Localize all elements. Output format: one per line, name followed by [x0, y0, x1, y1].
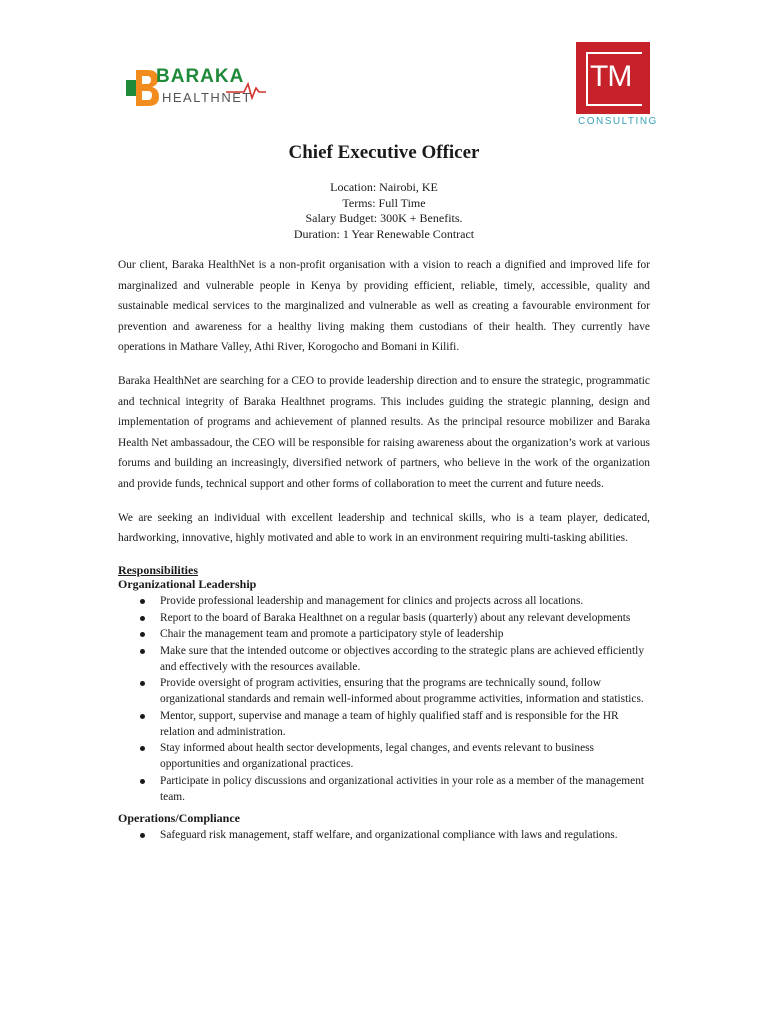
tm-consulting-logo	[574, 42, 658, 132]
operations-compliance-heading: Operations/Compliance	[118, 810, 240, 825]
tm-logo-box	[576, 42, 650, 114]
job-meta	[0, 180, 768, 242]
list-item	[118, 708, 650, 740]
list-item	[118, 740, 650, 772]
list-item-text: Safeguard risk management, staff welfare, and organizational compliance with laws and regulations.	[160, 828, 618, 841]
list-item-text: Mentor, support, supervise and manage a team of highly qualified staff and is responsible for the HR relation and administration.	[160, 709, 619, 738]
meta-salary: Salary Budget: 300K + Benefits.	[305, 211, 463, 225]
org-leadership-list	[118, 593, 650, 805]
bullet-icon	[140, 616, 145, 621]
bullet-icon	[140, 833, 145, 838]
meta-location: Location: Nairobi, KE	[330, 180, 438, 194]
document-body	[118, 255, 650, 849]
bullet-icon	[140, 599, 145, 604]
org-leadership-heading: Organizational Leadership	[118, 577, 257, 592]
list-item	[118, 610, 650, 626]
baraka-healthnet-logo	[126, 66, 266, 110]
meta-terms: Terms: Full Time	[342, 195, 426, 210]
meta-duration: Duration: 1 Year Renewable Contract	[293, 226, 475, 241]
list-item	[118, 626, 650, 642]
list-item-text: Participate in policy discussions and organizational activities in your role as a member of the management team.	[160, 774, 645, 803]
document-title: Chief Executive Officer	[288, 142, 480, 163]
paragraph-role: Baraka HealthNet are searching for a CEO to provide leadership direction and to ensure the strategic, programmatic and technical integrity of Baraka Healthnet programs. This includes guiding the strategic planning, design and implementation of programs and achievement of planned results. As the principal resource mobilizer and Baraka Health Net ambassadour, the CEO will be responsible for raising awareness about the organization’s work at various forums and building an increasingly, diversified network of partners, who believe in the work of the organization and provide funds, technical support and other forms of collaboration to meet the current and future needs.	[118, 374, 650, 490]
bullet-icon	[140, 632, 145, 637]
bullet-icon	[140, 746, 145, 751]
tm-logo-sub: CONSULTING	[578, 116, 658, 127]
heartbeat-pulse-icon	[226, 80, 266, 100]
list-item-text: Make sure that the intended outcome or objectives according to the strategic plans are achieved efficiently and effectively with the resources available.	[160, 644, 645, 673]
baraka-b-logo-icon	[126, 68, 160, 108]
logo-sub: HEALTHNET	[162, 90, 252, 105]
list-item	[118, 827, 650, 843]
list-item-text: Chair the management team and promote a participatory style of leadership	[160, 628, 504, 641]
list-item	[118, 643, 650, 675]
list-item	[118, 593, 650, 609]
list-item-text: Stay informed about health sector developments, legal changes, and events relevant to business opportunities and organizational practices.	[160, 742, 594, 771]
logo-name: BARAKA	[156, 66, 245, 87]
paragraph-intro: Our client, Baraka HealthNet is a non-profit organisation with a vision to reach a dignified and improved life for marginalized and vulnerable people in Kenya by providing efficient, reliable, timely, accessible, quality and sustainable medical services to the marginalized and vulnerable as well as creating a favourable environment for prevention and awareness for a healthy living making them custodians of their health. They currently have operations in Mathare Valley, Athi River, Korogocho and Bomani in Kilifi.	[118, 259, 650, 354]
bullet-icon	[140, 714, 145, 719]
bullet-icon	[140, 779, 145, 784]
list-item-text: Report to the board of Baraka Healthnet on a regular basis (quarterly) about any relevant developments	[160, 611, 631, 624]
list-item	[118, 675, 650, 707]
list-item-text: Provide oversight of program activities, ensuring that the programs are technically sound, follow organizational standards and remain well-informed about programme activities, information and statistics.	[160, 677, 644, 706]
tm-logo-mark: TM	[590, 60, 632, 93]
operations-compliance-list	[118, 827, 650, 843]
responsibilities-heading: Responsibilities	[118, 562, 199, 577]
bullet-icon	[140, 649, 145, 654]
paragraph-candidate: We are seeking an individual with excellent leadership and technical skills, who is a team player, dedicated, hardworking, innovative, highly motivated and able to work in an environment requiring multi-tasking abilities.	[118, 511, 650, 545]
bullet-icon	[140, 681, 145, 686]
list-item-text: Provide professional leadership and management for clinics and projects across all locations.	[160, 595, 584, 608]
list-item	[118, 773, 650, 805]
